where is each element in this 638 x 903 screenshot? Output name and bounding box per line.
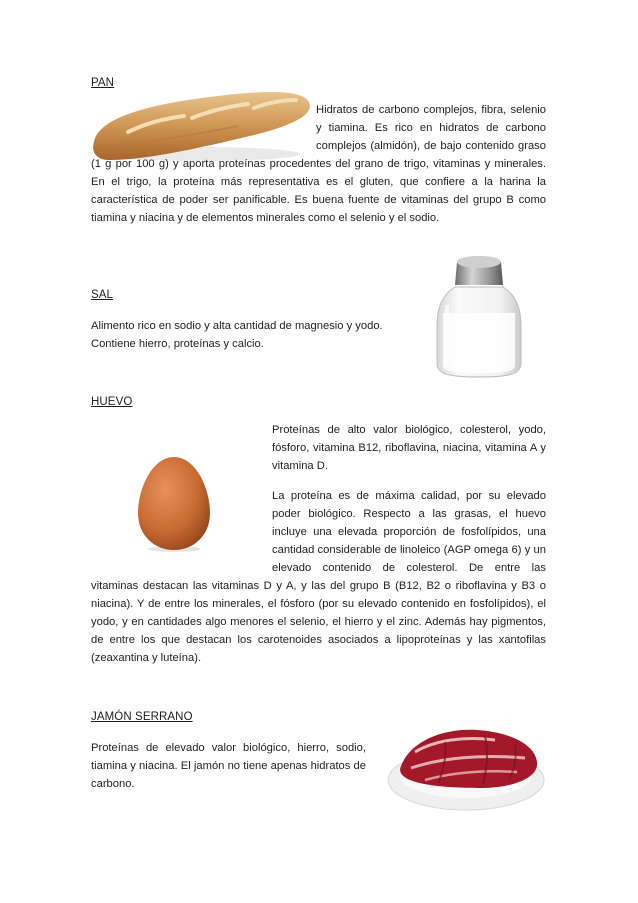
section-title-huevo: HUEVO [91, 396, 133, 408]
jamon-description: Proteínas de elevado valor biológico, hierro, sodio, tiamina y niacina. El jamón no tiene apenas hidratos de carbono. [91, 742, 366, 790]
salt-shaker-image [427, 253, 531, 381]
section-title-pan: PAN [91, 77, 115, 89]
ham-plate-image [385, 722, 547, 812]
huevo-intro: Proteínas de alto valor biológico, colesterol, yodo, fósforo, vitamina B12, riboflavina, niacina, vitamina A y vitamina D. [272, 424, 546, 472]
sal-description: Alimento rico en sodio y alta cantidad de magnesio y yodo. Contiene hierro, proteínas y calcio. [91, 320, 383, 350]
section-title-jamon: JAMÓN SERRANO [91, 711, 193, 723]
pan-description: Hidratos de carbono complejos, fibra, selenio y tiamina. Es rico en hidratos de carbono complejos (almidón), de bajo contenido graso (1 g por 100 g) y aporta proteínas procedentes del grano de trigo, vitaminas y minerales. En el trigo, la proteína más representativa es el gluten, que confiere a la harina la característica de poder ser panificable. Es buena fuente de vitaminas del grupo B como tiamina y niacina y de elementos minerales como el selenio y el sodio. [91, 104, 546, 224]
section-title-sal: SAL [91, 289, 114, 301]
huevo-description: La proteína es de máxima calidad, por su elevado poder biológico. Respecto a las grasas, el huevo incluye una elevada proporción de fosfolípidos, una cantidad considerable de linoleico (AGP omega 6) y un elevado contenido de colesterol. De entre las vitaminas destacan las vitaminas D y A, y las del grupo B (B12, B2 o riboflavina y B3 o niacina). Y de entre los minerales, el fósforo (por su elevado contenido en fosfolípidos), el yodo, y en cantidades algo menores el selenio, el hierro y el zinc. Además hay pigmentos, de entre los que destacan los carotenoides asociados a lipoproteínas y las xantofilas (zeaxantina y luteína). [91, 490, 546, 664]
